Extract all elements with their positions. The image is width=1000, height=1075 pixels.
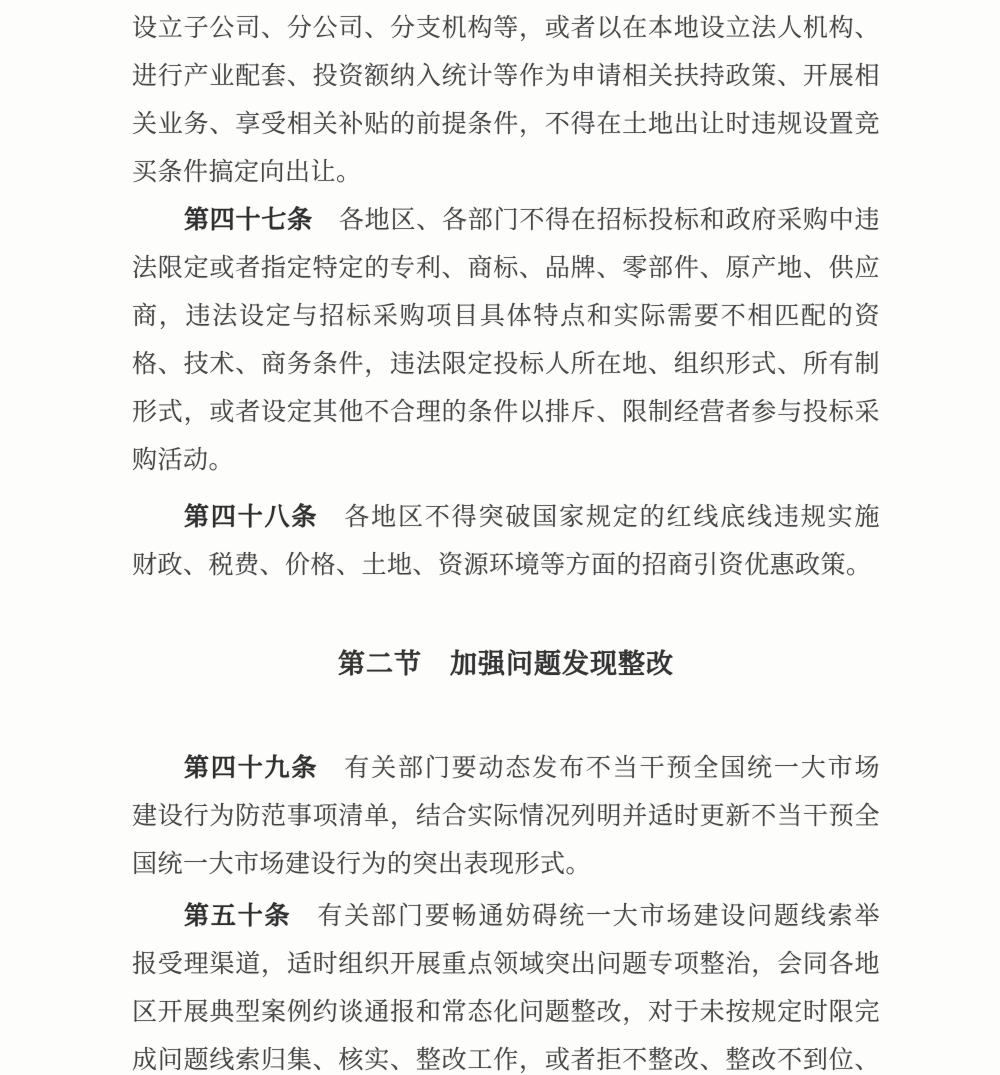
text-line: 进行产业配套、投资额纳入统计等作为申请相关扶持政策、开展相: [132, 61, 880, 90]
paragraph: [132, 196, 880, 484]
paragraph: [132, 493, 880, 589]
article-number: 第四十九条: [184, 753, 319, 782]
text-line: [132, 892, 880, 940]
text-line: 法限定或者指定特定的专利、商标、品牌、零部件、原产地、供应: [132, 253, 880, 282]
article-text: 有关部门要动态发布不当干预全国统一大市场: [344, 753, 880, 782]
text-line: 国统一大市场建设行为的突出表现形式。: [132, 849, 592, 878]
text-line: 买条件搞定向出让。: [132, 157, 362, 186]
text-line: 购活动。: [132, 445, 235, 474]
text-line: 格、技术、商务条件，违法限定投标人所在地、组织形式、所有制: [132, 349, 880, 378]
text-line: 报受理渠道，适时组织开展重点领域突出问题专项整治，会同各地: [132, 949, 880, 978]
text-line: 财政、税费、价格、土地、资源环境等方面的招商引资优惠政策。: [132, 550, 872, 579]
text-line: [132, 744, 880, 792]
text-line: 关业务、享受相关补贴的前提条件，不得在土地出让时违规设置竞: [132, 109, 880, 138]
text-line: 商，违法设定与招标采购项目具体特点和实际需要不相匹配的资: [132, 301, 880, 330]
paragraph: [132, 4, 880, 196]
section-heading-block: [132, 641, 880, 689]
article-number: 第四十七条: [184, 205, 313, 234]
text-line: [132, 493, 880, 541]
paragraph: [132, 892, 880, 1075]
text-column: [132, 4, 880, 1075]
text-line: 形式，或者设定其他不合理的条件以排斥、限制经营者参与投标采: [132, 397, 880, 426]
text-line: 建设行为防范事项清单，结合实际情况列明并适时更新不当干预全: [132, 801, 880, 830]
paragraph: [132, 744, 880, 888]
text-line: [132, 196, 880, 244]
section-heading: 第二节 加强问题发现整改: [338, 649, 674, 680]
text-line: 成问题线索归集、核实、整改工作，或者拒不整改、整改不到位、: [132, 1045, 880, 1074]
article-text: 有关部门要畅通妨碍统一大市场建设问题线索举: [317, 901, 880, 930]
article-number: 第五十条: [184, 901, 292, 930]
article-text: 各地区不得突破国家规定的红线底线违规实施: [344, 502, 880, 531]
text-line: 区开展典型案例约谈通报和常态化问题整改，对于未按规定时限完: [132, 997, 880, 1026]
article-number: 第四十八条: [184, 502, 319, 531]
article-text: 各地区、各部门不得在招标投标和政府采购中违: [338, 205, 880, 234]
text-line: 设立子公司、分公司、分支机构等，或者以在本地设立法人机构、: [132, 13, 880, 42]
